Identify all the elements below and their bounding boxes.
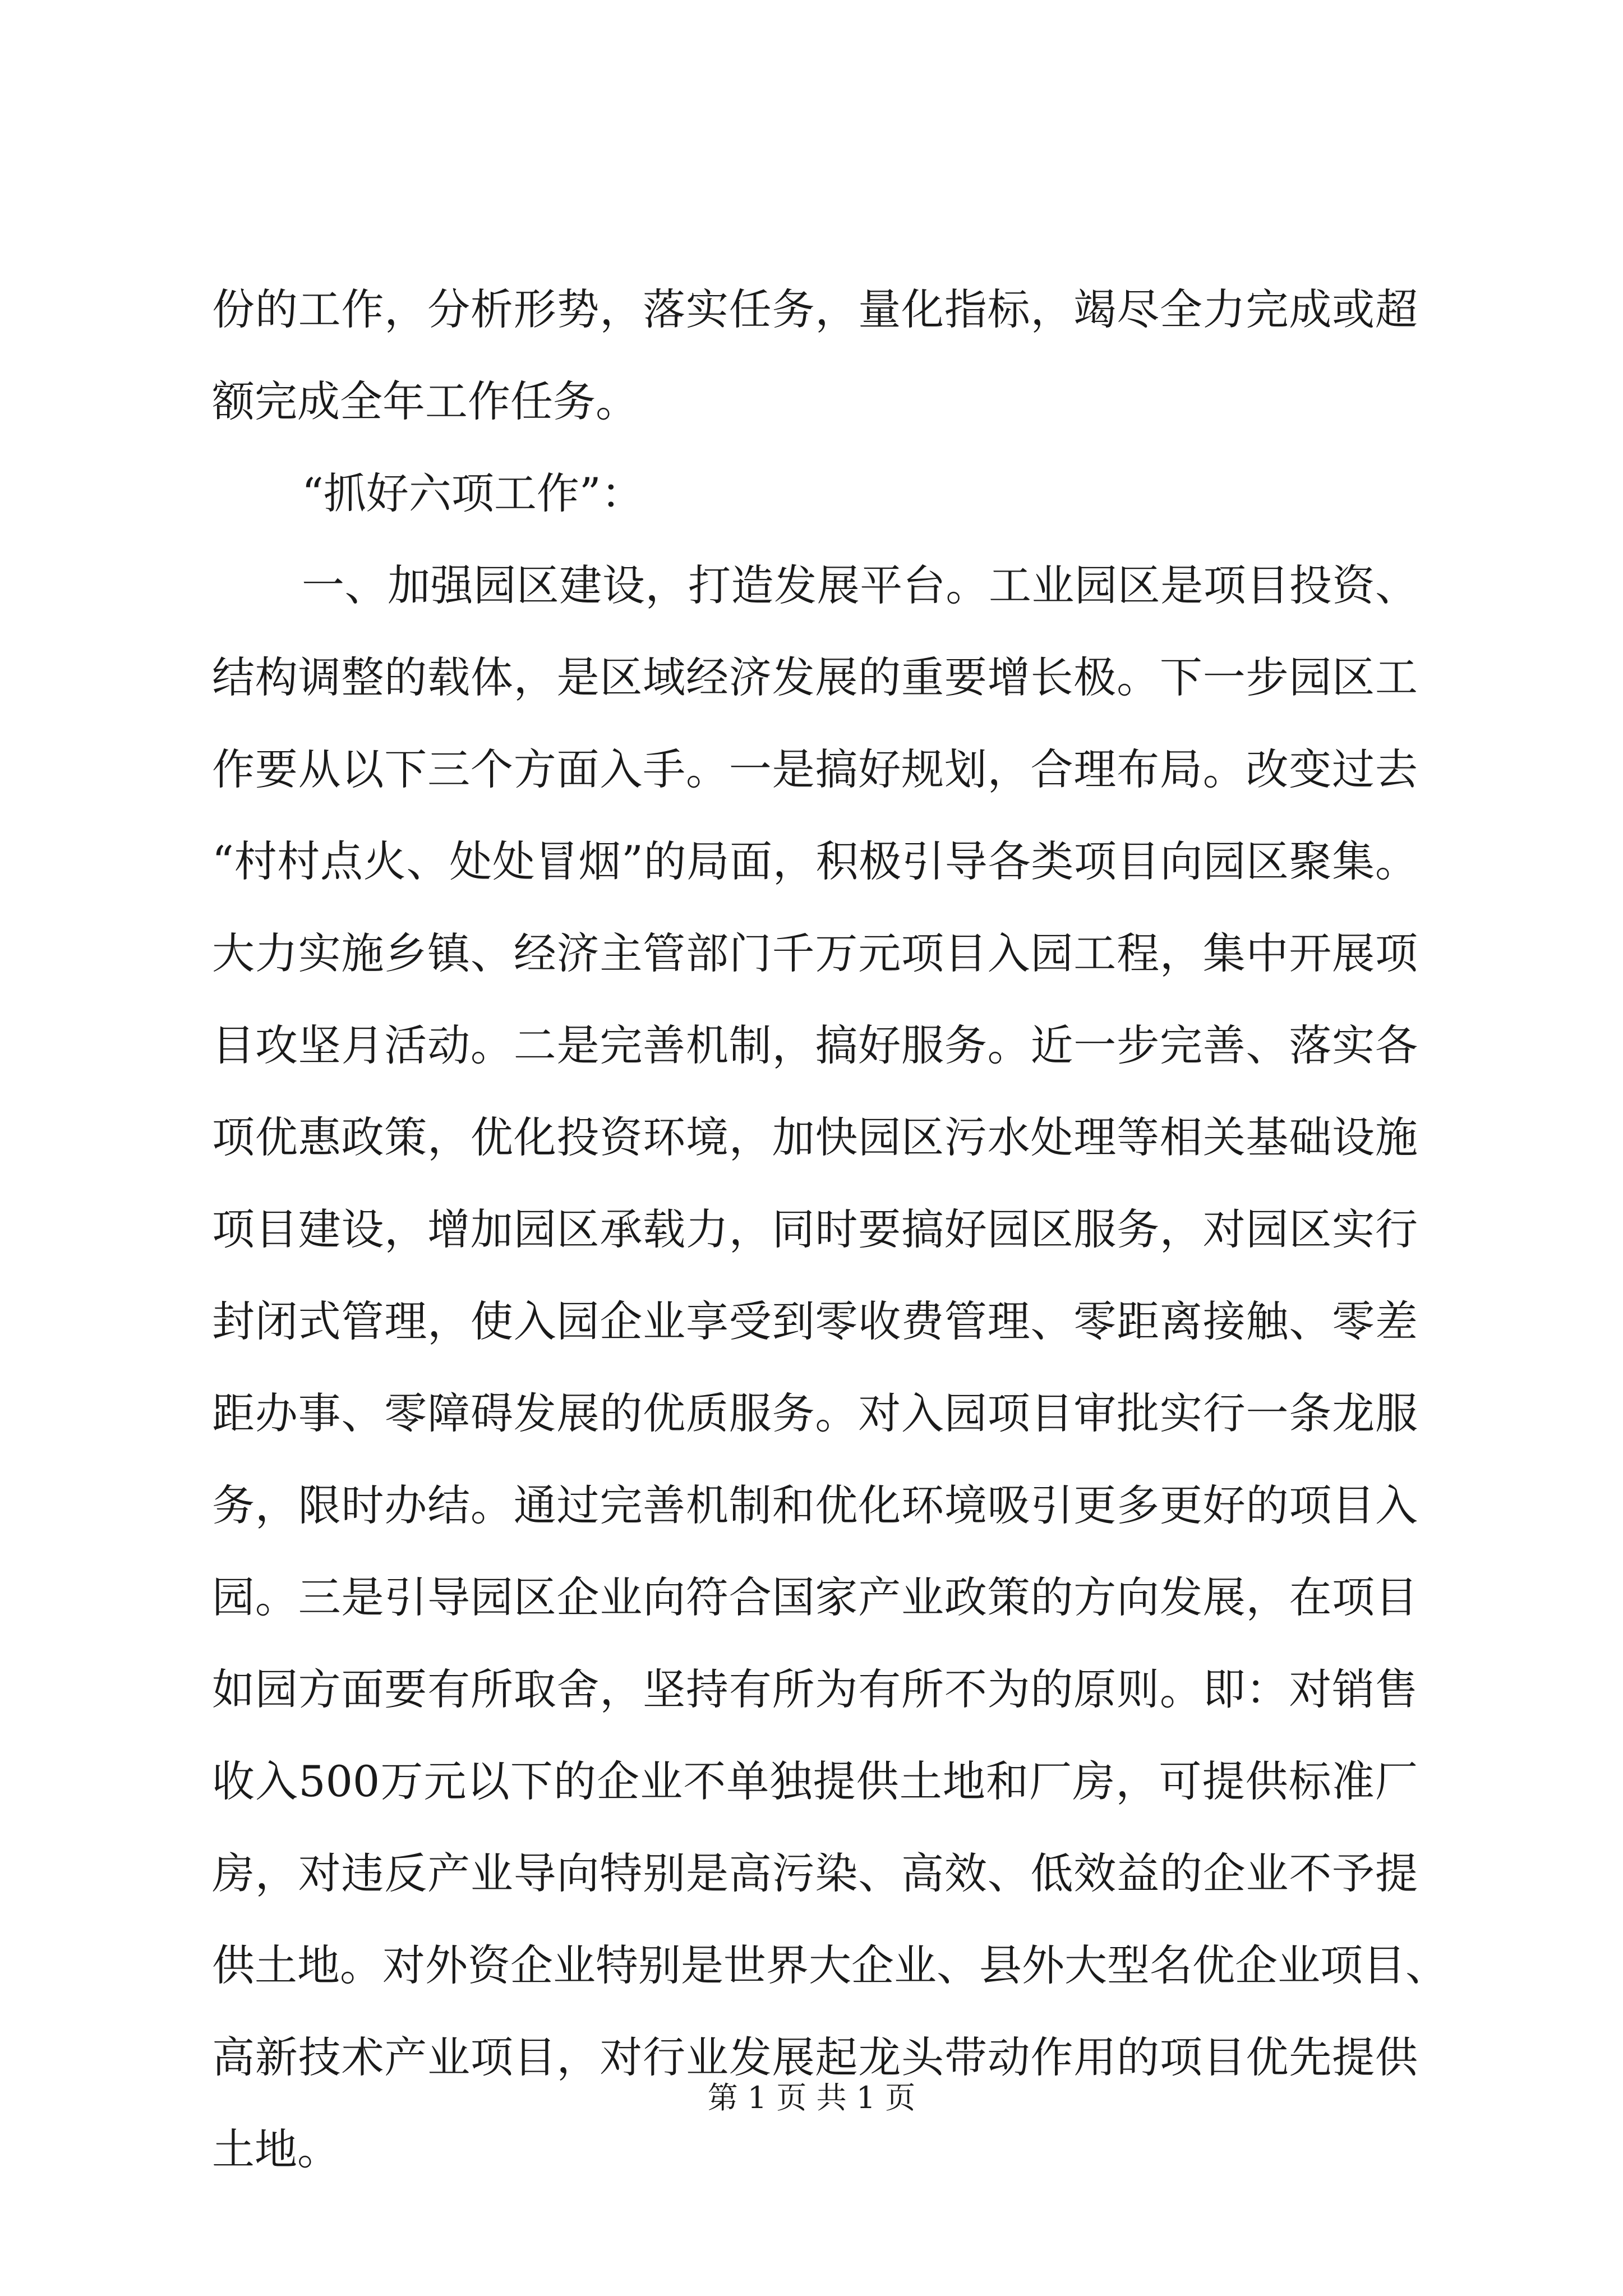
- body-line: 大力实施乡镇、经济主管部门千万元项目入园工程，集中开展项: [212, 928, 1418, 978]
- section-heading: “抓好六项工作”：: [302, 468, 644, 518]
- body-line: 土地。: [212, 2124, 340, 2174]
- body-line: 如园方面要有所取舍，坚持有所为有所不为的原则。即：对销售: [212, 1664, 1418, 1714]
- body-line: 目攻坚月活动。二是完善机制，搞好服务。近一步完善、落实各: [212, 1020, 1418, 1070]
- page-number-footer: 第 1 页 共 1 页: [707, 2080, 916, 2115]
- body-line: 一、加强园区建设，打造发展平台。工业园区是项目投资、: [302, 560, 1418, 610]
- body-line: 收入500万元以下的企业不单独提供土地和厂房，可提供标准厂: [212, 1756, 1418, 1806]
- body-line: 项目建设，增加园区承载力，同时要搞好园区服务，对园区实行: [212, 1204, 1418, 1254]
- document-body: [212, 264, 1448, 2196]
- body-line: 房，对违反产业导向特别是高污染、高效、低效益的企业不予提: [212, 1848, 1418, 1898]
- body-line: 作要从以下三个方面入手。一是搞好规划，合理布局。改变过去: [212, 744, 1418, 794]
- body-line: 务，限时办结。通过完善机制和优化环境吸引更多更好的项目入: [212, 1480, 1418, 1530]
- body-line: 封闭式管理，使入园企业享受到零收费管理、零距离接触、零差: [212, 1296, 1418, 1346]
- body-line: 项优惠政策，优化投资环境，加快园区污水处理等相关基础设施: [212, 1112, 1418, 1162]
- body-line: “村村点火、处处冒烟”的局面，积极引导各类项目向园区聚集。: [212, 836, 1418, 886]
- body-line: 额完成全年工作任务。: [212, 376, 638, 426]
- body-line: 园。三是引导园区企业向符合国家产业政策的方向发展，在项目: [212, 1572, 1418, 1622]
- body-line: 份的工作，分析形势，落实任务，量化指标，竭尽全力完成或超: [212, 284, 1418, 334]
- body-line: 供土地。对外资企业特别是世界大企业、县外大型名优企业项目、: [212, 1940, 1448, 1990]
- body-line: 距办事、零障碍发展的优质服务。对入园项目审批实行一条龙服: [212, 1388, 1418, 1438]
- body-line: 高新技术产业项目，对行业发展起龙头带动作用的项目优先提供: [212, 2032, 1418, 2082]
- body-line: 结构调整的载体，是区域经济发展的重要增长极。下一步园区工: [212, 652, 1418, 702]
